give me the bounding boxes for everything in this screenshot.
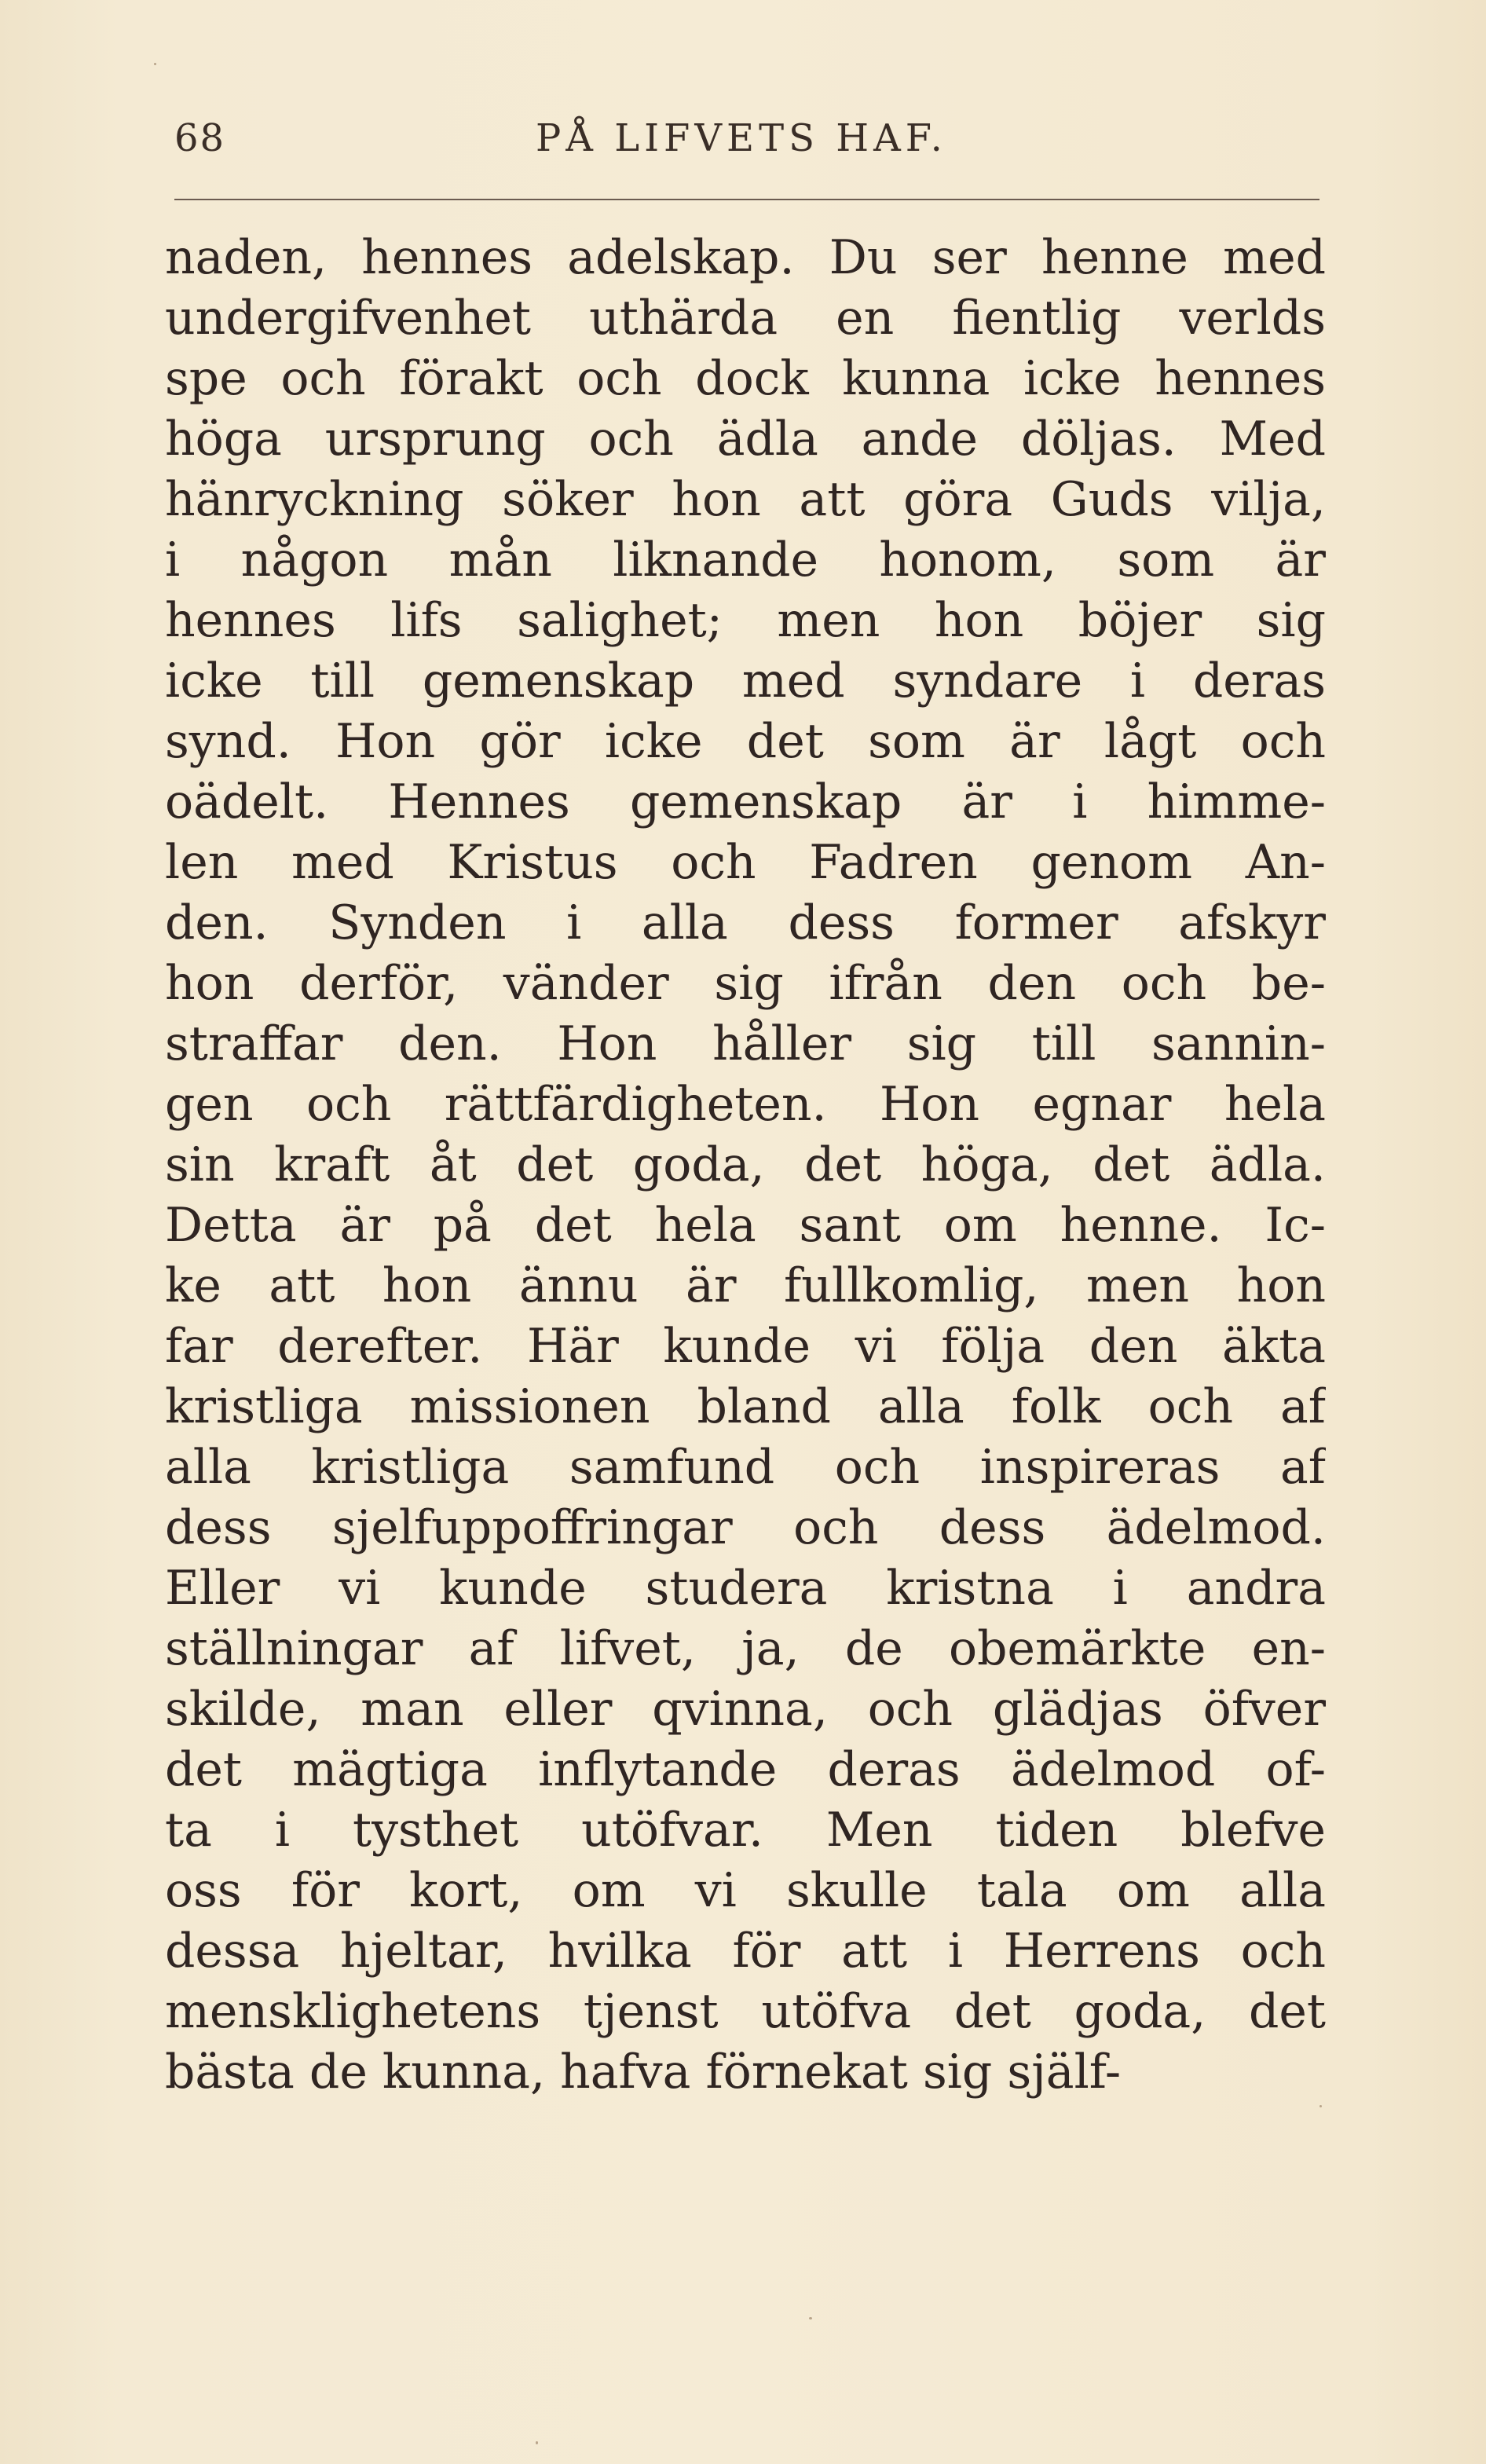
text-line: dess sjelfuppoffringar och dess ädelmod. [165, 1500, 1326, 1555]
text-line: skilde, man eller qvinna, och glädjas öfver [165, 1682, 1326, 1737]
page-number: 68 [174, 116, 226, 160]
text-line: alla kristliga samfund och inspireras af [165, 1440, 1326, 1495]
text-line: straffar den. Hon håller sig till sannin- [165, 1016, 1326, 1071]
text-line: höga ursprung och ädla ande döljas. Med [165, 412, 1326, 467]
text-line: spe och förakt och dock kunna icke hennes [165, 351, 1326, 406]
text-line: undergifvenhet uthärda en fientlig verlds [165, 291, 1326, 346]
text-line: den. Synden i alla dess former afskyr [165, 895, 1326, 950]
body-text [165, 228, 1326, 2103]
text-line: dessa hjeltar, hvilka för att i Herrens och [165, 1924, 1326, 1979]
text-line: i någon mån liknande honom, som är [165, 533, 1326, 588]
text-line: mensklighetens tjenst utöfva det goda, det [165, 1984, 1326, 2039]
text-line: sin kraft åt det goda, det höga, det ädla. [165, 1137, 1326, 1192]
text-line: oss för kort, om vi skulle tala om alla [165, 1863, 1326, 1918]
text-line: oädelt. Hennes gemenskap är i himme- [165, 774, 1326, 829]
text-line: far derefter. Här kunde vi följa den äkta [165, 1319, 1326, 1374]
text-line: hon derför, vänder sig ifrån den och be- [165, 956, 1326, 1011]
text-line: icke till gemenskap med syndare i deras [165, 654, 1326, 708]
text-line: hennes lifs salighet; men hon böjer sig [165, 593, 1326, 648]
text-line: bästa de kunna, hafva förnekat sig själf- [165, 2045, 1122, 2100]
header-rule [174, 199, 1319, 200]
text-line: len med Kristus och Fadren genom An- [165, 835, 1326, 890]
text-line: naden, hennes adelskap. Du ser henne med [165, 230, 1326, 285]
text-line: Eller vi kunde studera kristna i andra [165, 1561, 1326, 1616]
text-line: det mägtiga inflytande deras ädelmod of- [165, 1742, 1326, 1797]
text-line: kristliga missionen bland alla folk och af [165, 1379, 1326, 1434]
text-line: gen och rättfärdigheten. Hon egnar hela [165, 1077, 1326, 1132]
running-head [174, 110, 1321, 173]
text-line: hänryckning söker hon att göra Guds vilja, [165, 472, 1326, 527]
text-line: ställningar af lifvet, ja, de obemärkte en- [165, 1621, 1326, 1676]
text-line: synd. Hon gör icke det som är lågt och [165, 714, 1326, 769]
running-title: PÅ LIFVETS HAF. [536, 116, 947, 160]
text-line: Detta är på det hela sant om henne. Ic- [165, 1198, 1326, 1253]
text-line: ta i tysthet utöfvar. Men tiden blefve [165, 1803, 1326, 1858]
text-line: ke att hon ännu är fullkomlig, men hon [165, 1258, 1326, 1313]
